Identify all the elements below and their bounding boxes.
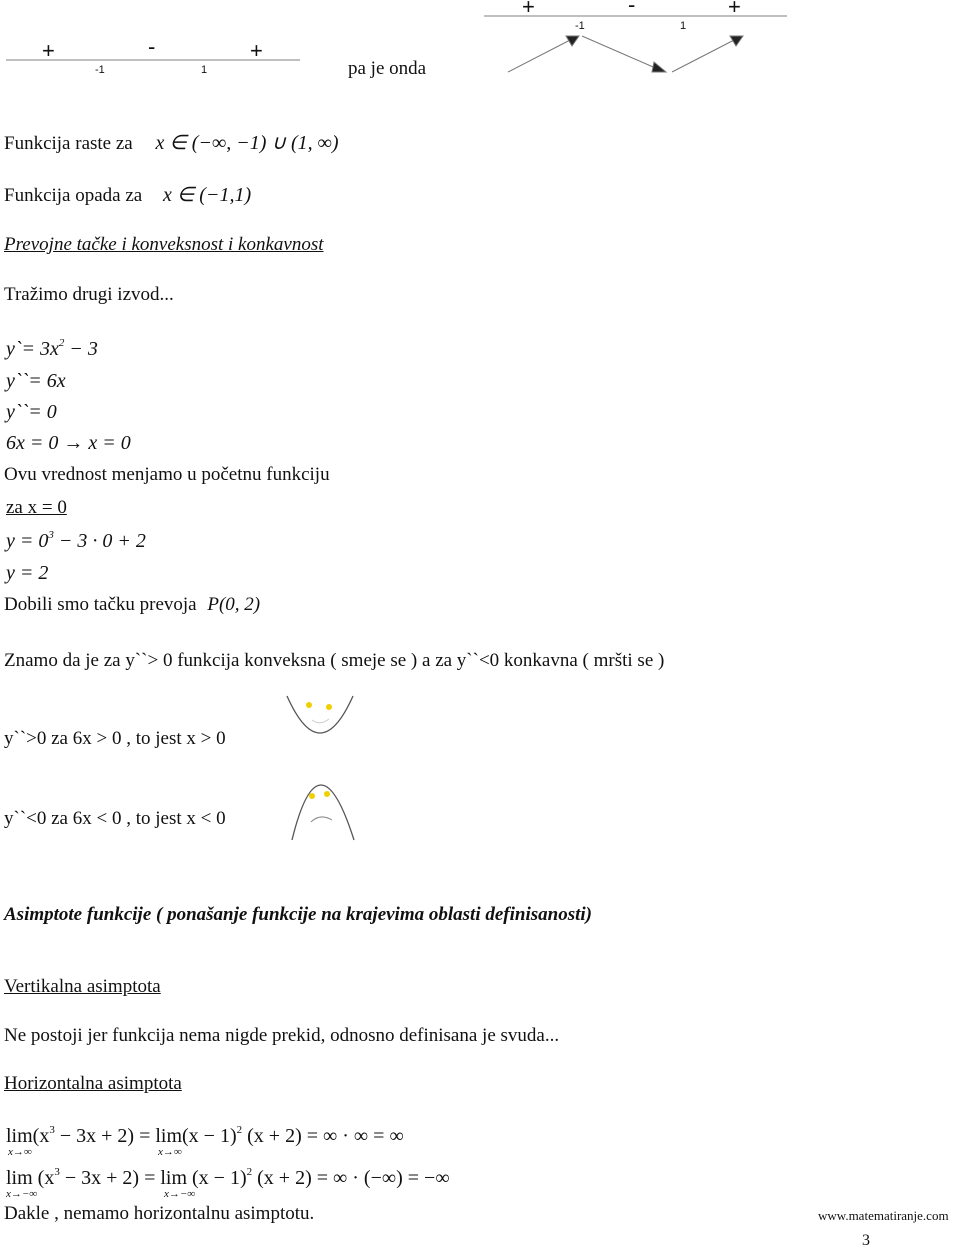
lim1-b-exp: 2 <box>236 1124 243 1136</box>
eq5-exp: 3 <box>48 529 54 541</box>
za-x0-text: za x = 0 <box>6 497 67 518</box>
lim2-a: lim (x <box>6 1167 55 1189</box>
dakle-text: Dakle , nemamo horizontalnu asimptotu. <box>4 1203 315 1224</box>
ovu-text: Ovu vrednost menjamo u početnu funkciju <box>4 464 330 485</box>
raste-line <box>4 130 339 155</box>
lim1-a: lim(x <box>6 1125 50 1147</box>
limit-minus-infinity <box>6 1167 450 1190</box>
pa-je-onda-text: pa je onda <box>348 58 427 79</box>
lim1-b: − 3x + 2) = lim(x − 1) <box>54 1125 237 1147</box>
eq1-lhs: y`= 3x <box>6 338 59 360</box>
lim2-b: − 3x + 2) = lim (x − 1) <box>59 1167 247 1189</box>
sign-plus-left: + <box>42 38 55 63</box>
smiling-parabola-icon <box>287 696 353 733</box>
y-equals-two: y = 2 <box>6 562 49 584</box>
opada-text: Funkcija opada za <box>4 185 143 206</box>
raste-interval: x ∈ (−∞, −1) ∪ (1, ∞) <box>155 132 339 154</box>
monotonicity-arrows <box>508 36 743 72</box>
lim2-subscript-2: x→−∞ <box>164 1188 196 1200</box>
opada-line <box>4 182 251 207</box>
lim2-b-exp: 2 <box>246 1166 253 1178</box>
condition-positive: y``>0 za 6x > 0 , to jest x > 0 <box>4 728 226 749</box>
solve-x: 6x = 0 → x = 0 <box>6 432 131 454</box>
ne-postoji-text: Ne postoji jer funkcija nema nigde prekid, odnosno definisana je svuda... <box>4 1025 560 1046</box>
raste-text: Funkcija raste za <box>4 133 133 154</box>
lim2-c: (x + 2) = ∞ · (−∞) = −∞ <box>252 1167 450 1189</box>
lim2-a-exp: 3 <box>54 1166 60 1178</box>
horizontalna-heading: Horizontalna asimptota <box>4 1073 182 1094</box>
dobili-line <box>4 594 260 616</box>
second-derivative: y``= 6x <box>6 370 66 392</box>
lim2-subscript-1: x→−∞ <box>6 1188 38 1200</box>
first-derivative <box>6 338 98 361</box>
tick-minus-one-left: -1 <box>95 64 105 76</box>
opada-interval: x ∈ (−1,1) <box>162 184 252 206</box>
lim1-subscript-1: x→∞ <box>8 1146 32 1158</box>
section-prevojne-heading: Prevojne tačke i konveksnost i konkavnost <box>4 234 324 255</box>
sign-minus-left: - <box>148 34 156 59</box>
section-asimptote-heading: Asimptote funkcije ( ponašanje funkcije na krajevima oblasti definisanosti) <box>4 904 592 925</box>
tick-one-left: 1 <box>201 64 208 76</box>
znamo-text: Znamo da je za y``> 0 funkcija konveksna ( smeje se ) a za y``<0 konkavna ( mršti se ) <box>4 650 665 671</box>
trazimo-text: Tražimo drugi izvod... <box>4 284 174 305</box>
website-link[interactable]: www.matematiranje.com <box>818 1208 949 1223</box>
sign-plus-left-2: + <box>250 38 263 63</box>
inflection-point: P(0, 2) <box>207 594 261 615</box>
lim1-a-exp: 3 <box>49 1124 55 1136</box>
frowning-parabola-icon <box>292 785 354 840</box>
sign-plus-right-2: + <box>728 0 741 19</box>
arrow-down-icon <box>652 62 666 72</box>
tick-minus-one-right: -1 <box>575 20 585 32</box>
eq5-b: − 3 · 0 + 2 <box>53 530 146 552</box>
tick-one-right: 1 <box>680 20 687 32</box>
page-number: 3 <box>862 1232 870 1249</box>
eq1-rhs: − 3 <box>64 338 98 360</box>
substitution-eq <box>6 530 146 553</box>
lim1-c: (x + 2) = ∞ · ∞ = ∞ <box>242 1125 404 1147</box>
condition-negative: y``<0 za 6x < 0 , to jest x < 0 <box>4 808 226 829</box>
dobili-text: Dobili smo tačku prevoja <box>4 594 197 615</box>
lim1-subscript-2: x→∞ <box>158 1146 182 1158</box>
eq5-a: y = 0 <box>6 530 49 552</box>
sign-minus-right: - <box>628 0 636 17</box>
eq1-exp: 2 <box>58 337 65 349</box>
second-derivative-zero: y``= 0 <box>6 401 57 423</box>
sign-plus-right: + <box>522 0 535 19</box>
limit-plus-infinity <box>6 1125 404 1148</box>
vertikalna-heading: Vertikalna asimptota <box>4 976 161 997</box>
